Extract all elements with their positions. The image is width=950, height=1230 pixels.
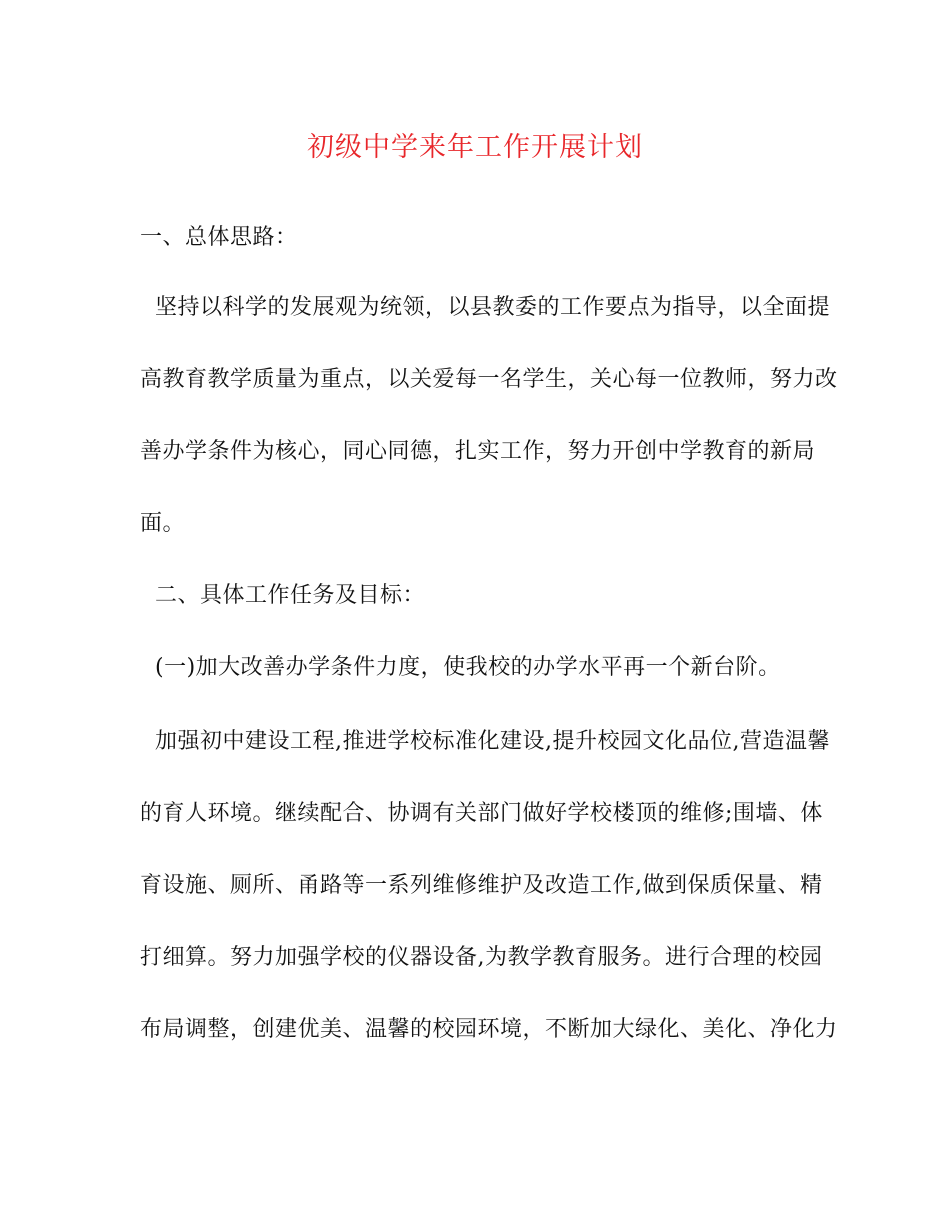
paragraph-line: 坚持以科学的发展观为统领，以县教委的工作要点为指导，以全面提 bbox=[140, 295, 830, 320]
section-heading-tasks: 二、具体工作任务及目标： bbox=[140, 583, 425, 608]
paragraph-line: 面。 bbox=[140, 511, 186, 536]
section-heading-overall: 一、总体思路： bbox=[140, 225, 298, 250]
paragraph-line: 打细算。努力加强学校的仪器设备,为教学教育服务。进行合理的校园 bbox=[140, 945, 823, 970]
paragraph-line: 的育人环境。继续配合、协调有关部门做好学校楼顶的维修;围墙、体 bbox=[140, 801, 823, 826]
document-title: 初级中学来年工作开展计划 bbox=[307, 132, 643, 163]
paragraph-line: 善办学条件为核心，同心同德，扎实工作，努力开创中学教育的新局 bbox=[140, 439, 816, 464]
paragraph-line: 加强初中建设工程,推进学校标准化建设,提升校园文化品位,营造温馨 bbox=[140, 729, 830, 754]
paragraph-line: 育设施、厕所、甬路等一系列维修维护及改造工作,做到保质保量、精 bbox=[140, 873, 823, 898]
subsection-heading: (一)加大改善办学条件力度，使我校的办学水平再一个新台阶。 bbox=[140, 655, 781, 680]
paragraph-line: 高教育教学质量为重点，以关爱每一名学生，关心每一位教师，努力改 bbox=[140, 367, 838, 392]
paragraph-line: 布局调整，创建优美、温馨的校园环境，不断加大绿化、美化、净化力 bbox=[140, 1017, 838, 1042]
